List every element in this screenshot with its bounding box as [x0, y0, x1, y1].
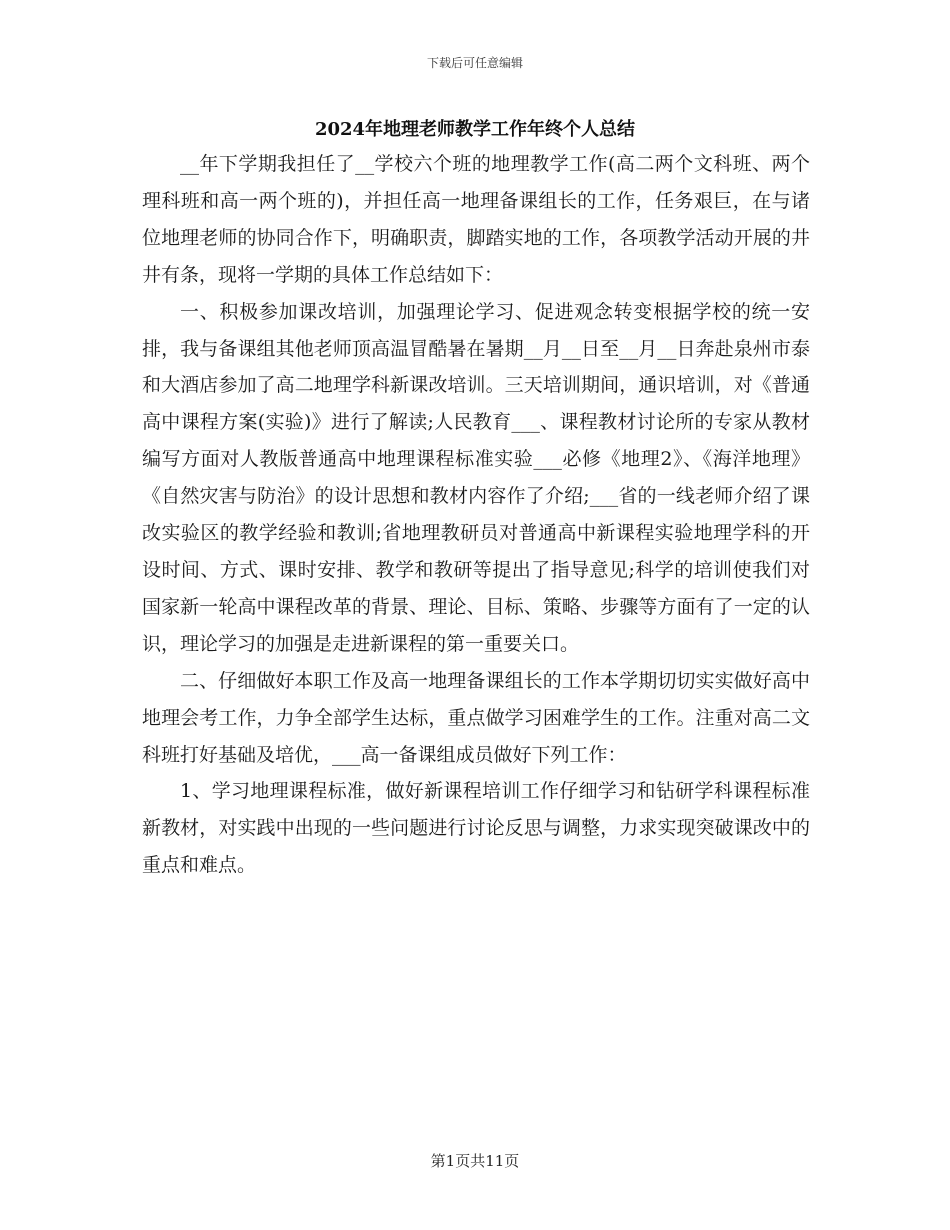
paragraph-section-1: 一、积极参加课改培训，加强理论学习、促进观念转变根据学校的统一安排，我与备课组其他老师顶高温冒酷暑在暑期__月__日至__月__日奔赴泉州市泰和大酒店参加了高二地理学科新课改培训。三天培训期间，通识培训，对《普通高中课程方案(实验)》进行了解读;人民教育___、课程教材讨论所的专家从教材编写方面对人教版普通高中地理课程标准实验___必修《地理2》、《海洋地理》《自然灾害与防治》的设计思想和教材内容作了介绍;___省的一线老师介绍了课改实验区的教学经验和教训;省地理教研员对普通高中新课程实验地理学科的开设时间、方式、课时安排、教学和教研等提出了指导意见;科学的培训使我们对国家新一轮高中课程改革的背景、理论、目标、策略、步骤等方面有了一定的认识，理论学习的加强是走进新课程的第一重要关口。: [142, 300, 810, 655]
page-number: 第1页共11页: [430, 1152, 520, 1170]
paragraph-section-2: 二、仔细做好本职工作及高一地理备课组长的工作本学期切切实实做好高中地理会考工作，力争全部学生达标，重点做学习困难学生的工作。注重对高二文科班打好基础及培优，___高一备课组成员做好下列工作：: [142, 669, 810, 766]
document-title: 2024年地理老师教学工作年终个人总结: [314, 119, 636, 140]
paragraph-intro: __年下学期我担任了__学校六个班的地理教学工作(高二两个文科班、两个理科班和高一两个班的)，并担任高一地理备课组长的工作，任务艰巨，在与诸位地理老师的协同合作下，明确职责，脚踏实地的工作，各项教学活动开展的井井有条，现将一学期的具体工作总结如下：: [142, 153, 810, 286]
document-body: [142, 146, 810, 884]
header-note: 下载后可任意编辑: [426, 56, 523, 70]
paragraph-item-1: 1、学习地理课程标准，做好新课程培训工作仔细学习和钻研学科课程标准新教材，对实践中出现的一些问题进行讨论反思与调整，力求实现突破课改中的重点和难点。: [142, 780, 810, 877]
